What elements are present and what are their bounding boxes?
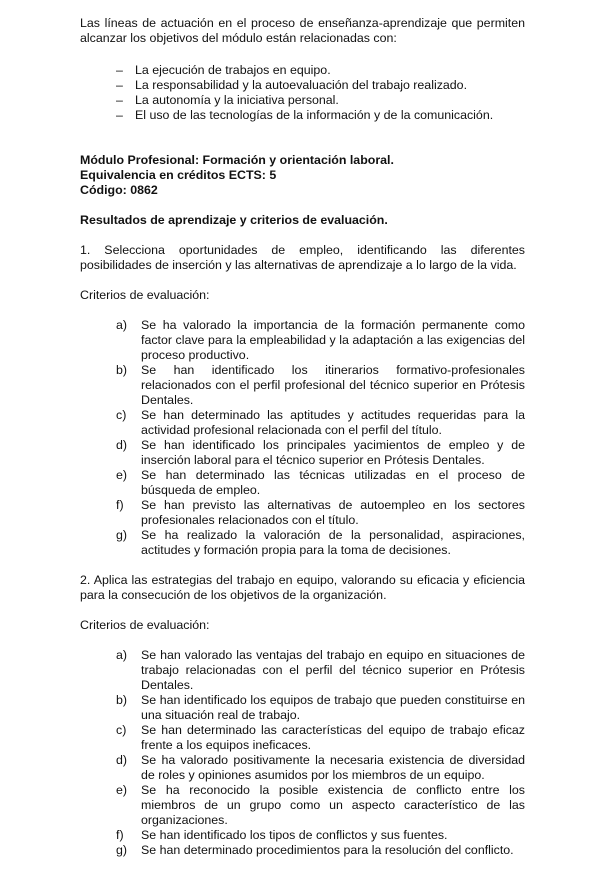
criteria-text: Se han identificado los principales yacimientos de empleo y de inserción laboral para el técnico superior en Prótesis Dentales. xyxy=(141,438,525,467)
criteria-item xyxy=(80,438,525,468)
criteria-letter: e) xyxy=(116,468,128,482)
list-item-text: El uso de las tecnologías de la información y de la comunicación. xyxy=(135,108,494,122)
criteria-item xyxy=(80,498,525,528)
criteria-item xyxy=(80,318,525,363)
module-credits: Equivalencia en créditos ECTS: 5 xyxy=(80,168,277,182)
module-code: Código: 0862 xyxy=(80,183,158,197)
criteria-text: Se han determinado las aptitudes y actitudes requeridas para la actividad profesional relacionada con el perfil del título. xyxy=(141,408,525,437)
criteria-letter: d) xyxy=(116,438,128,452)
criteria-letter: c) xyxy=(116,408,127,422)
criteria-list-1 xyxy=(80,318,525,558)
results-title: Resultados de aprendizaje y criterios de evaluación. xyxy=(80,213,388,227)
dash-bullet: – xyxy=(116,93,123,107)
criteria-text: Se han valorado las ventajas del trabajo en equipo en situaciones de trabajo relacionadas con el perfil del técnico superior en Prótesis Dentales. xyxy=(141,648,525,692)
criteria-text: Se han determinado las características del equipo de trabajo eficaz frente a los equipos ineficaces. xyxy=(141,723,525,752)
list-item-text: La responsabilidad y la autoevaluación del trabajo realizado. xyxy=(135,78,468,92)
dash-bullet: – xyxy=(116,108,123,122)
learning-result-1: 1. Selecciona oportunidades de empleo, identificando las diferentes posibilidades de inserción y las alternativas de aprendizaje a lo largo de la vida. xyxy=(80,243,525,272)
criteria-letter: f) xyxy=(116,498,124,512)
list-item xyxy=(80,108,525,123)
criteria-letter: a) xyxy=(116,648,128,662)
criteria-text: Se ha valorado positivamente la necesaria existencia de diversidad de roles y opiniones asumidos por los miembros de un equipo. xyxy=(141,753,525,782)
criteria-text: Se han determinado procedimientos para la resolución del conflicto. xyxy=(141,843,514,857)
document-page xyxy=(80,16,525,873)
list-item-text: La autonomía y la iniciativa personal. xyxy=(135,93,339,107)
list-item xyxy=(80,93,525,108)
criteria-text: Se ha valorado la importancia de la formación permanente como factor clave para la empleabilidad y la adaptación a las exigencias del proceso productivo. xyxy=(141,318,525,362)
dash-bullet: – xyxy=(116,78,123,92)
action-lines-list xyxy=(80,63,525,123)
criteria-item xyxy=(80,468,525,498)
criteria-text: Se han identificado los tipos de conflictos y sus fuentes. xyxy=(141,828,448,842)
criteria-letter: a) xyxy=(116,318,128,332)
criteria-item xyxy=(80,528,525,558)
criteria-letter: g) xyxy=(116,528,128,542)
criteria-text: Se ha realizado la valoración de la personalidad, aspiraciones, actitudes y formación propia para la toma de decisiones. xyxy=(141,528,525,557)
criteria-item xyxy=(80,753,525,783)
dash-bullet: – xyxy=(116,63,123,77)
module-title: Módulo Profesional: Formación y orientación laboral. xyxy=(80,153,394,167)
criteria-text: Se han determinado las técnicas utilizadas en el proceso de búsqueda de empleo. xyxy=(141,468,525,497)
criteria-list-2 xyxy=(80,648,525,858)
criteria-item xyxy=(80,363,525,408)
criteria-item xyxy=(80,408,525,438)
criteria-letter: b) xyxy=(116,363,128,377)
criteria-text: Se ha reconocido la posible existencia de conflicto entre los miembros de un grupo como un aspecto característico de las organizaciones. xyxy=(141,783,525,827)
criteria-label: Criterios de evaluación: xyxy=(80,288,210,302)
criteria-item xyxy=(80,828,525,843)
criteria-label: Criterios de evaluación: xyxy=(80,618,210,632)
criteria-letter: d) xyxy=(116,753,128,767)
criteria-text: Se han previsto las alternativas de autoempleo en los sectores profesionales relacionados con el título. xyxy=(141,498,525,527)
criteria-letter: c) xyxy=(116,723,127,737)
list-item-text: La ejecución de trabajos en equipo. xyxy=(135,63,331,77)
criteria-item xyxy=(80,648,525,693)
criteria-item xyxy=(80,723,525,753)
criteria-item xyxy=(80,783,525,828)
learning-result-2: 2. Aplica las estrategias del trabajo en equipo, valorando su eficacia y eficiencia para la consecución de los objetivos de la organización. xyxy=(80,573,525,602)
criteria-letter: g) xyxy=(116,843,128,857)
criteria-letter: b) xyxy=(116,693,128,707)
criteria-item xyxy=(80,843,525,858)
criteria-item xyxy=(80,693,525,723)
criteria-text: Se han identificado los equipos de trabajo que pueden constituirse en una situación real de trabajo. xyxy=(141,693,525,722)
criteria-letter: e) xyxy=(116,783,128,797)
list-item xyxy=(80,78,525,93)
list-item xyxy=(80,63,525,78)
criteria-text: Se han identificado los itinerarios formativo-profesionales relacionados con el perfil profesional del técnico superior en Prótesis Dentales. xyxy=(141,363,525,407)
criteria-letter: f) xyxy=(116,828,124,842)
intro-paragraph: Las líneas de actuación en el proceso de enseñanza-aprendizaje que permiten alcanzar los objetivos del módulo están relacionadas con: xyxy=(80,16,525,45)
